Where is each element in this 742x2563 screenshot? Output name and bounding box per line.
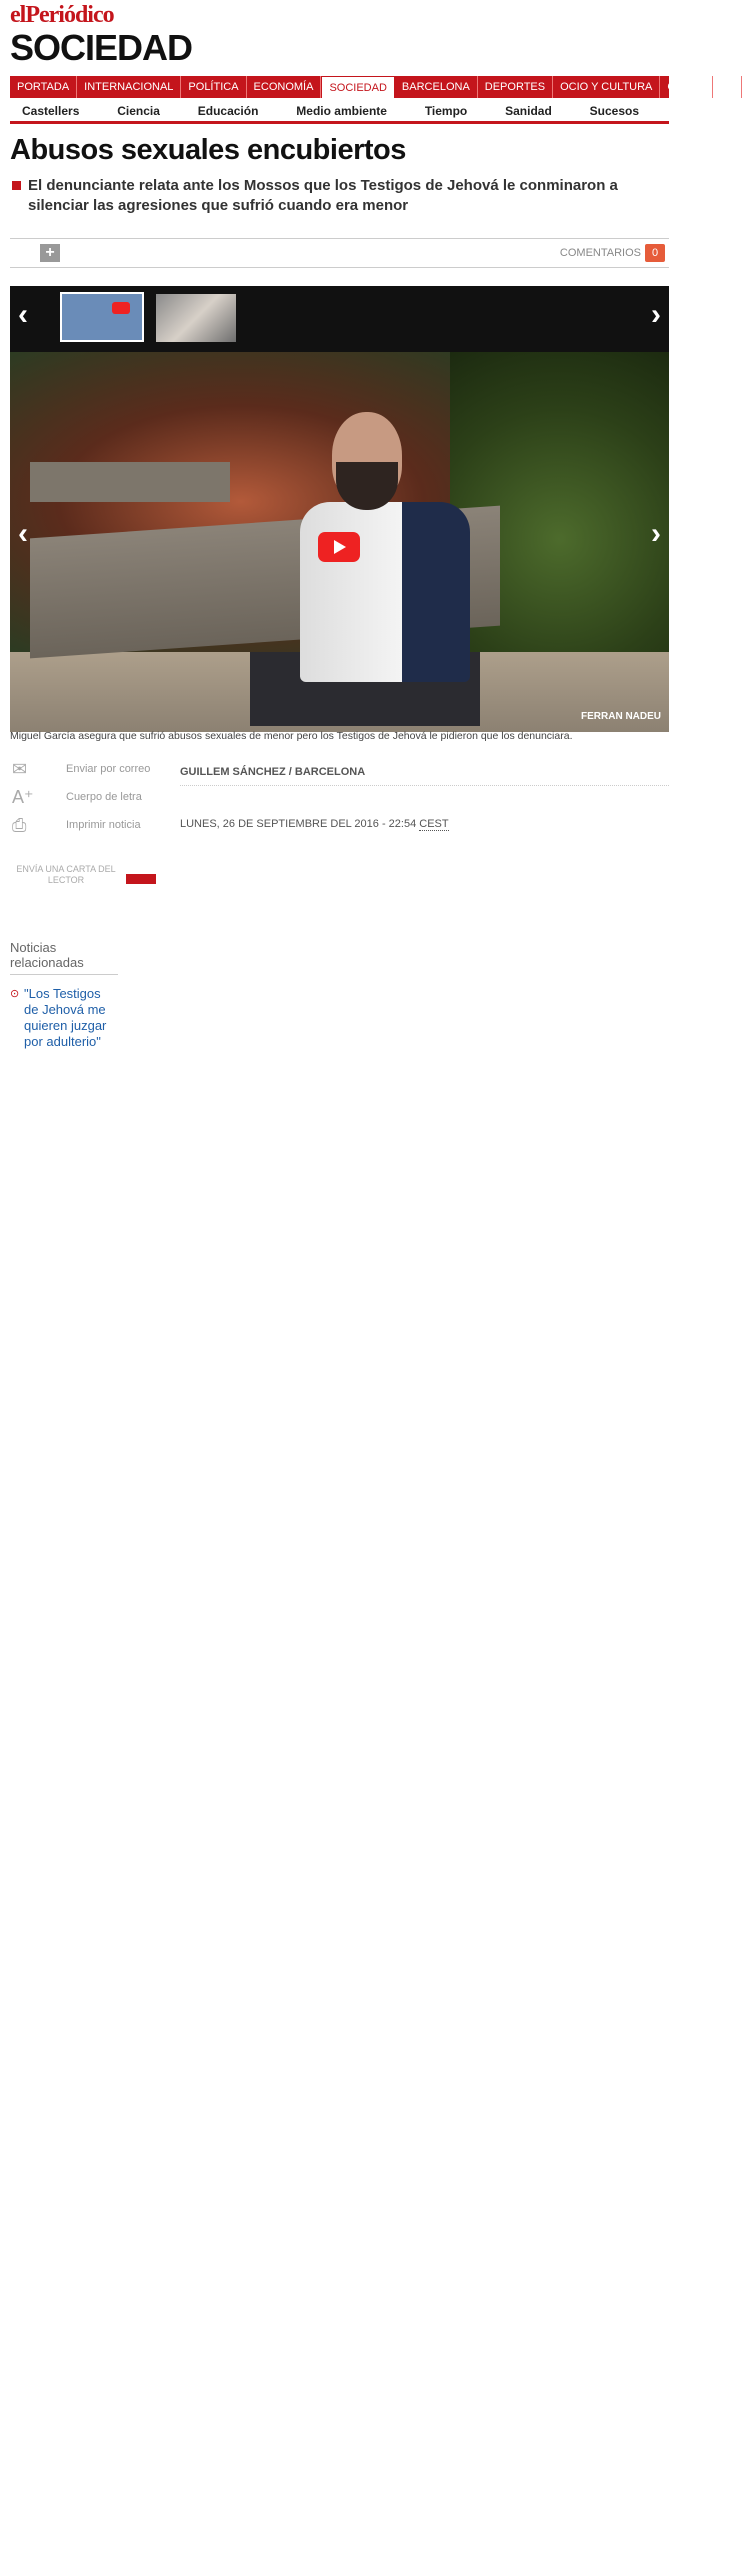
- article-subheadline: [10, 176, 650, 216]
- date-line: [180, 786, 669, 830]
- top-nav: [10, 76, 735, 98]
- font-tool[interactable]: [10, 788, 170, 816]
- subnav-sanidad[interactable]: Sanidad: [505, 104, 552, 118]
- nav-sociedad[interactable]: SOCIEDAD: [321, 76, 394, 98]
- article-body: [180, 760, 669, 830]
- nav-internacional[interactable]: INTERNACIONAL: [77, 76, 181, 98]
- print-tool[interactable]: [10, 816, 170, 844]
- nav-deportes[interactable]: DEPORTES: [478, 76, 553, 98]
- subnav-ciencia[interactable]: Ciencia: [117, 104, 160, 118]
- nav-gente[interactable]: GENTE: [660, 76, 713, 98]
- related-heading: Noticias relacionadas: [10, 940, 118, 975]
- flag-icon: [126, 874, 156, 884]
- print-tool-label: Imprimir noticia: [66, 819, 141, 831]
- article-toolbar: [10, 238, 669, 268]
- subheadline-text: El denunciante relata ante los Mossos que los Testigos de Jehová le conminaron a silenciar las agresiones que sufrió cuando era menor: [28, 177, 618, 214]
- man-body: [300, 502, 470, 682]
- video-play-icon: [112, 302, 130, 314]
- subnav-sucesos[interactable]: Sucesos: [589, 104, 639, 118]
- nav-economia[interactable]: ECONOMÍA: [247, 76, 322, 98]
- video-play-button[interactable]: [318, 532, 360, 562]
- bench-back: [30, 462, 230, 502]
- thumbs-prev-icon[interactable]: ‹: [18, 298, 28, 331]
- thumbnail-photo[interactable]: [156, 294, 236, 342]
- reader-letter-link[interactable]: ENVÍA UNA CARTA DEL LECTOR: [16, 864, 116, 885]
- photo-next-icon[interactable]: ›: [651, 517, 661, 550]
- nav-politica[interactable]: POLÍTICA: [181, 76, 246, 98]
- subnav-medio-ambiente[interactable]: Medio ambiente: [296, 104, 387, 118]
- nav-portada[interactable]: PORTADA: [10, 76, 77, 98]
- sub-nav: [10, 98, 669, 124]
- gallery-thumbnails: [10, 286, 669, 352]
- related-link-text: "Los Testigos de Jehová me quieren juzgar por adulterio": [24, 986, 107, 1049]
- plus-button[interactable]: +: [40, 244, 60, 262]
- photo-prev-icon[interactable]: ‹: [18, 517, 28, 550]
- subnav-castellers[interactable]: Castellers: [22, 104, 80, 118]
- article-headline: Abusos sexuales encubiertos: [10, 134, 406, 166]
- email-tool[interactable]: [10, 760, 170, 788]
- comments-label[interactable]: COMENTARIOS: [559, 247, 641, 259]
- subnav-tiempo[interactable]: Tiempo: [424, 104, 468, 118]
- site-logo[interactable]: elPeriódico: [10, 2, 114, 28]
- font-size-icon: A⁺: [12, 787, 34, 807]
- timezone: CEST: [419, 818, 449, 830]
- printer-icon: ⎙: [12, 815, 27, 835]
- nav-ocio[interactable]: OCIO Y CULTURA: [553, 76, 660, 98]
- nav-te[interactable]: TE: [713, 76, 742, 98]
- font-tool-label: Cuerpo de letra: [66, 791, 142, 803]
- thumbnail-video[interactable]: [60, 292, 144, 342]
- email-tool-label: Enviar por correo: [66, 763, 151, 775]
- circle-bullet-icon: ⊙: [10, 988, 20, 1000]
- envelope-icon: ✉: [12, 759, 28, 779]
- main-photo: [10, 352, 669, 726]
- thumbs-next-icon[interactable]: ›: [651, 298, 661, 331]
- byline: GUILLEM SÁNCHEZ / BARCELONA: [180, 760, 669, 786]
- comments-count[interactable]: 0: [645, 244, 665, 262]
- photo-gallery: [10, 286, 669, 726]
- date-text: LUNES, 26 DE SEPTIEMBRE DEL 2016 - 22:54: [180, 818, 417, 830]
- photo-caption: Miguel García asegura que sufrió abusos sexuales de menor pero los Testigos de Jehová le pidieron que los denunciara.: [10, 730, 573, 742]
- subnav-educacion[interactable]: Educación: [197, 104, 259, 118]
- bullet-square-icon: [12, 181, 21, 190]
- nav-barcelona[interactable]: BARCELONA: [395, 76, 478, 98]
- left-column: [10, 759, 170, 1049]
- photo-credit: FERRAN NADEU: [581, 711, 661, 722]
- section-title[interactable]: SOCIEDAD: [10, 27, 193, 68]
- related-link[interactable]: [10, 986, 118, 1050]
